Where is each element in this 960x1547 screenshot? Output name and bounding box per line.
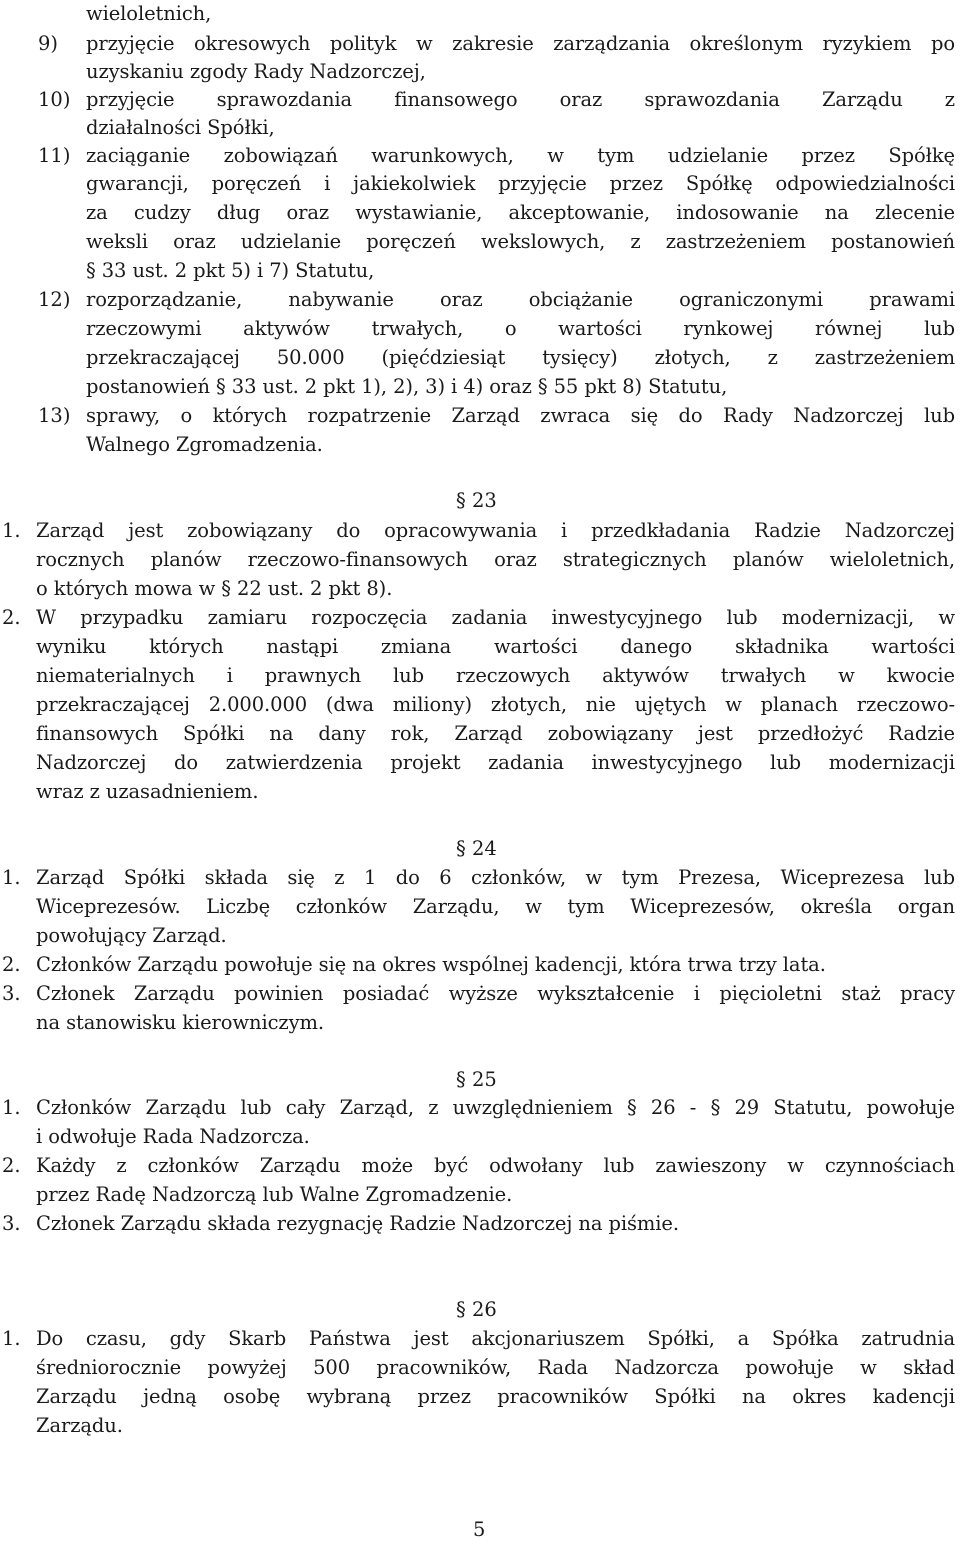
list-item-line: postanowień § 33 ust. 2 pkt 1), 2), 3) i 4) oraz § 55 pkt 8) Statutu, [86,375,728,398]
list-item-number: 2. [2,953,21,976]
list-item-number: 1. [2,1096,21,1119]
list-item-line: Wiceprezesów. Liczbę członków Zarządu, w tym Wiceprezesów, określa organ [36,895,955,918]
page-number: 5 [473,1518,486,1541]
continuation-text: wieloletnich, [86,2,212,25]
list-item-line: średniorocznie powyżej 500 pracowników, Rada Nadzorcza powołuje w skład [36,1356,955,1379]
list-item-line: Członków Zarządu powołuje się na okres wspólnej kadencji, która trwa trzy lata. [36,953,826,976]
list-item-line: gwarancji, poręczeń i jakiekolwiek przyjęcie przez Spółkę odpowiedzialności [86,172,955,195]
list-item-number: 9) [38,32,59,55]
list-item-number: 2. [2,606,21,629]
list-item-number: 12) [38,288,71,311]
list-item-line: o których mowa w § 22 ust. 2 pkt 8). [36,577,393,600]
list-item-line: Zarząd Spółki składa się z 1 do 6 członków, w tym Prezesa, Wiceprezesa lub [36,866,955,889]
list-item-line: Zarząd jest zobowiązany do opracowywania i przedkładania Radzie Nadzorczej [36,519,955,542]
list-item-number: 1. [2,519,21,542]
section-heading: § 24 [456,837,497,860]
list-item-number: 10) [38,88,71,111]
list-item-line: na stanowisku kierowniczym. [36,1011,325,1034]
list-item-line: za cudzy dług oraz wystawianie, akceptowanie, indosowanie na zlecenie [86,201,955,224]
list-item-line: powołujący Zarząd. [36,924,227,947]
list-item-number: 1. [2,866,21,889]
list-item-line: W przypadku zamiaru rozpoczęcia zadania inwestycyjnego lub modernizacji, w [36,606,955,629]
list-item-line: przyjęcie sprawozdania finansowego oraz sprawozdania Zarządu z [86,88,955,111]
list-item-line: rozporządzanie, nabywanie oraz obciążanie ograniczonymi prawami [86,288,955,311]
list-item-line: weksli oraz udzielanie poręczeń wekslowych, z zastrzeżeniem postanowień [86,230,955,253]
list-item-line: przekraczającej 2.000.000 (dwa miliony) złotych, nie ujętych w planach rzeczowo- [36,693,955,716]
list-item-line: Członek Zarządu składa rezygnację Radzie Nadzorczej na piśmie. [36,1212,679,1235]
list-item-line: Zarządu jedną osobę wybraną przez pracowników Spółki na okres kadencji [36,1385,955,1408]
list-item-line: Walnego Zgromadzenia. [86,433,323,456]
list-item-line: sprawy, o których rozpatrzenie Zarząd zwraca się do Rady Nadzorczej lub [86,404,955,427]
list-item-line: i odwołuje Rada Nadzorcza. [36,1125,310,1148]
list-item-line: wyniku których nastąpi zmiana wartości danego składnika wartości [36,635,955,658]
list-item-line: rocznych planów rzeczowo-finansowych oraz strategicznych planów wieloletnich, [36,548,955,571]
list-item-line: Zarządu. [36,1414,123,1437]
list-item-number: 3. [2,1212,21,1235]
list-item-line: Członek Zarządu powinien posiadać wyższe wykształcenie i pięcioletni staż pracy [36,982,955,1005]
list-item-line: zaciąganie zobowiązań warunkowych, w tym udzielanie przez Spółkę [86,144,955,167]
section-heading: § 25 [456,1068,497,1091]
list-item-line: przyjęcie okresowych polityk w zakresie zarządzania określonym ryzykiem po [86,32,955,55]
list-item-line: wraz z uzasadnieniem. [36,780,259,803]
list-item-line: działalności Spółki, [86,116,275,139]
list-item-line: niematerialnych i prawnych lub rzeczowych aktywów trwałych w kwocie [36,664,955,687]
list-item-number: 11) [38,144,71,167]
section-heading: § 26 [456,1298,497,1321]
list-item-line: § 33 ust. 2 pkt 5) i 7) Statutu, [86,259,375,282]
section-heading: § 23 [456,489,497,512]
list-item-line: finansowych Spółki na dany rok, Zarząd zobowiązany jest przedłożyć Radzie [36,722,955,745]
list-item-line: uzyskaniu zgody Rady Nadzorczej, [86,60,426,83]
list-item-line: Każdy z członków Zarządu może być odwołany lub zawieszony w czynnościach [36,1154,955,1177]
list-item-number: 1. [2,1327,21,1350]
list-item-line: rzeczowymi aktywów trwałych, o wartości rynkowej równej lub [86,317,955,340]
list-item-line: przekraczającej 50.000 (pięćdziesiąt tysięcy) złotych, z zastrzeżeniem [86,346,955,369]
list-item-line: Nadzorczej do zatwierdzenia projekt zadania inwestycyjnego lub modernizacji [36,751,955,774]
list-item-number: 2. [2,1154,21,1177]
list-item-line: Do czasu, gdy Skarb Państwa jest akcjonariuszem Spółki, a Spółka zatrudnia [36,1327,955,1350]
list-item-line: Członków Zarządu lub cały Zarząd, z uwzględnieniem § 26 - § 29 Statutu, powołuje [36,1096,955,1119]
list-item-line: przez Radę Nadzorczą lub Walne Zgromadzenie. [36,1183,513,1206]
list-item-number: 13) [38,404,71,427]
list-item-number: 3. [2,982,21,1005]
